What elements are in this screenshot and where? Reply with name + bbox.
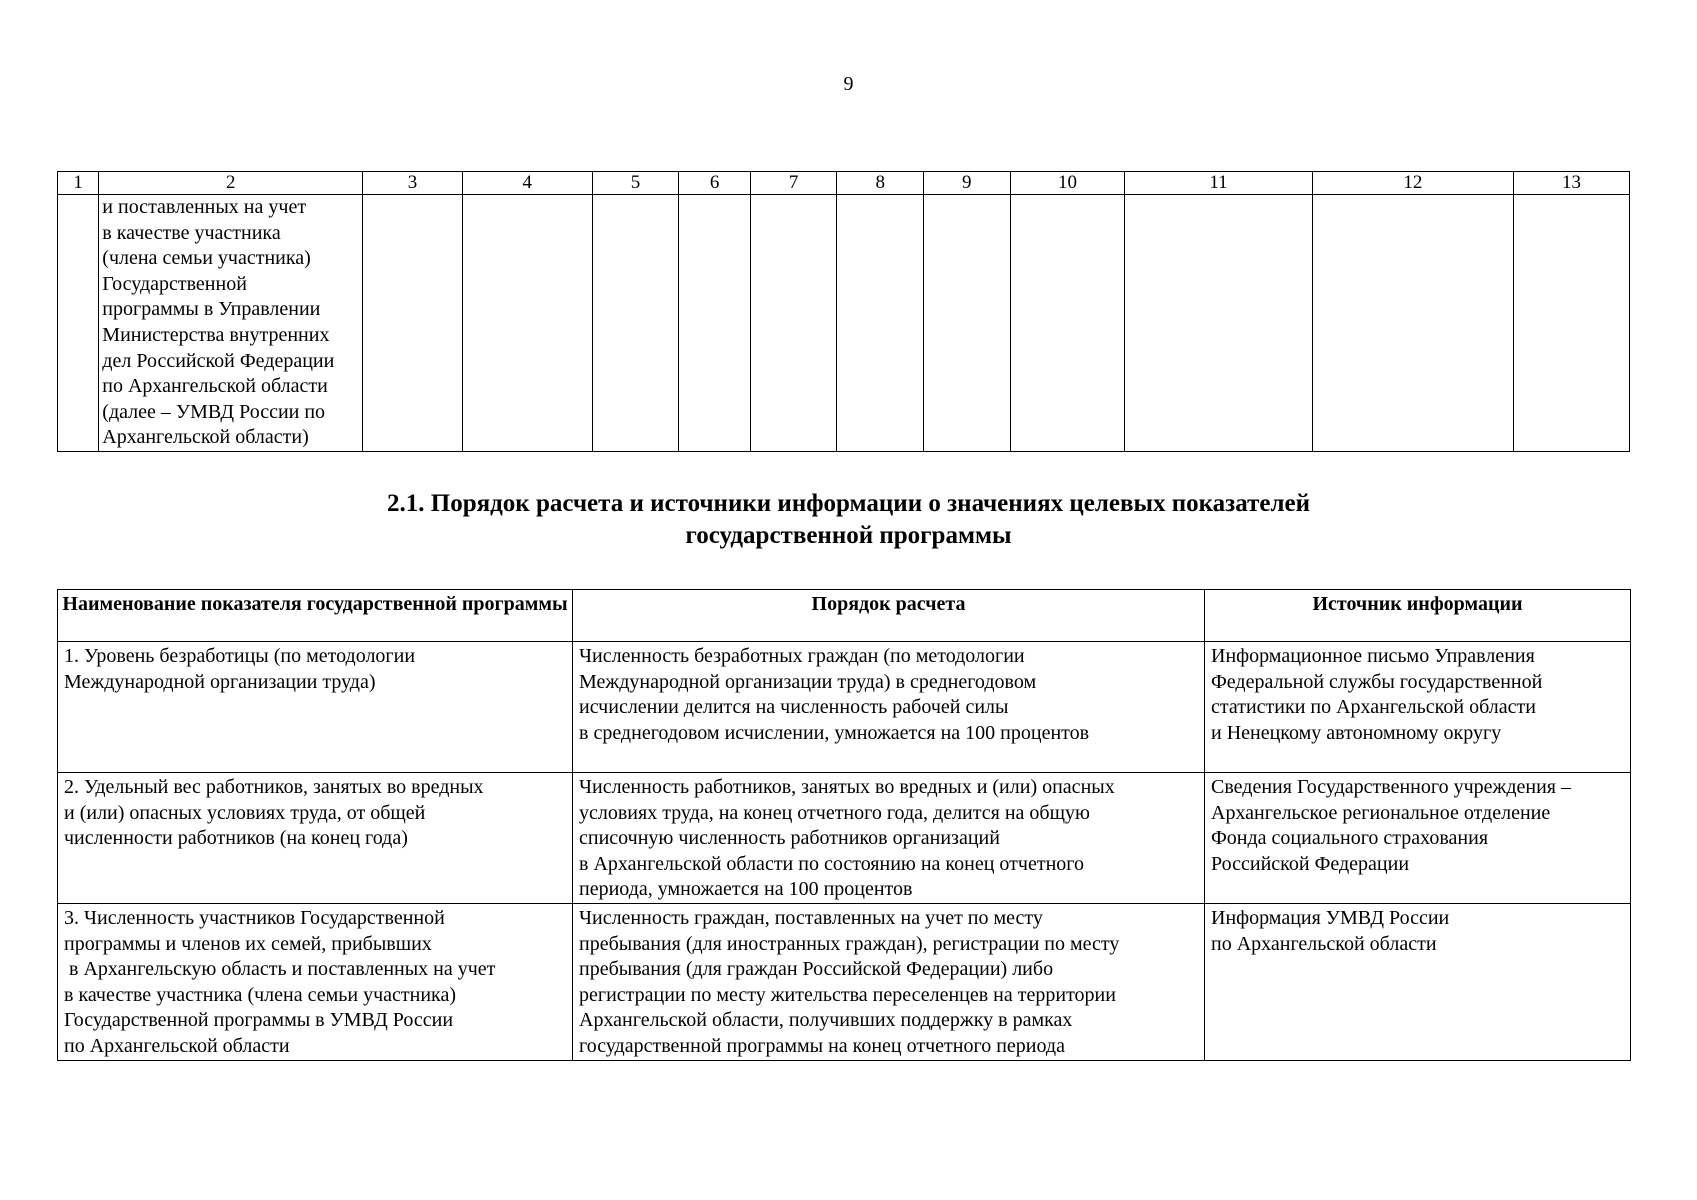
- text-line: программы в Управлении: [102, 298, 321, 321]
- column-number-row: [58, 172, 1630, 195]
- text-line: численности работников (на конец года): [64, 827, 408, 850]
- table-row: [58, 773, 1631, 904]
- source-cell: [1205, 904, 1631, 1061]
- table-row: [58, 904, 1631, 1061]
- text-line: Фонда социального страхования: [1211, 827, 1489, 850]
- calculation-cell: [573, 773, 1205, 904]
- text-line: и Ненецкому автономному округу: [1211, 721, 1502, 744]
- column-number: 2: [99, 172, 363, 195]
- column-number: 5: [592, 172, 679, 195]
- continuation-table: [57, 171, 1630, 452]
- table-cell: [1312, 195, 1513, 452]
- text-line: 3. Численность участников Государственной: [64, 907, 445, 929]
- text-line: в среднегодовом исчислении, умножается на 100 процентов: [579, 721, 1090, 744]
- indicator-name-cell: [58, 904, 573, 1061]
- source-cell: [1205, 773, 1631, 904]
- text-line: Архангельское региональное отделение: [1211, 801, 1551, 824]
- indicator-name-cell: [58, 773, 573, 904]
- text-line: дел Российской Федерации: [102, 349, 335, 372]
- header-calculation: Порядок расчета: [573, 590, 1205, 642]
- text-line: Численность безработных граждан (по методологии: [579, 645, 1025, 667]
- text-line: Международной организации труда) в среднегодовом: [579, 670, 1037, 693]
- table-row: [58, 195, 1630, 452]
- header-row: [58, 590, 1631, 642]
- text-line: Международной организации труда): [64, 670, 376, 693]
- table-row: [58, 642, 1631, 773]
- column-number: 12: [1312, 172, 1513, 195]
- table-cell: [1010, 195, 1125, 452]
- text-line: Сведения Государственного учреждения –: [1211, 776, 1571, 798]
- table-cell: [924, 195, 1011, 452]
- text-line: программы и членов их семей, прибывших: [64, 932, 432, 955]
- calculation-cell: [573, 904, 1205, 1061]
- text-line: Архангельской области): [102, 426, 309, 449]
- text-line: Информационное письмо Управления: [1211, 645, 1535, 667]
- text-line: (далее – УМВД России по: [102, 400, 326, 423]
- text-line: государственной программы на конец отчетного периода: [579, 1034, 1065, 1057]
- text-line: статистики по Архангельской области: [1211, 696, 1536, 719]
- text-line: и поставленных на учет: [102, 196, 307, 218]
- calculation-cell: [573, 642, 1205, 773]
- text-line: и (или) опасных условиях труда, от общей: [64, 801, 426, 824]
- indicator-name-cell: [99, 195, 363, 452]
- text-line: исчислении делится на численность рабочей силы: [579, 696, 1009, 719]
- section-title-line: 2.1. Порядок расчета и источники информации о значениях целевых показателей: [387, 490, 1310, 517]
- text-line: (члена семьи участника): [102, 247, 311, 270]
- column-number: 7: [750, 172, 837, 195]
- header-indicator-name: Наименование показателя государственной программы: [58, 590, 573, 642]
- table-cell: [837, 195, 924, 452]
- table-cell: [1514, 195, 1630, 452]
- table-cell: [58, 195, 99, 452]
- text-line: Государственной: [102, 272, 247, 295]
- table-cell: [1125, 195, 1312, 452]
- column-number: 8: [837, 172, 924, 195]
- text-line: Российской Федерации: [1211, 852, 1410, 875]
- text-line: в качестве участника: [102, 221, 281, 244]
- column-number: 13: [1514, 172, 1630, 195]
- table-cell: [592, 195, 679, 452]
- text-line: по Архангельской области: [1211, 932, 1437, 955]
- text-line: Министерства внутренних: [102, 323, 330, 346]
- source-cell: [1205, 642, 1631, 773]
- text-line: Государственной программы в УМВД России: [64, 1009, 454, 1032]
- column-number: 9: [924, 172, 1011, 195]
- column-number: 4: [462, 172, 592, 195]
- page-number: 9: [843, 73, 854, 95]
- column-number: 3: [363, 172, 463, 195]
- column-number: 6: [679, 172, 751, 195]
- text-line: пребывания (для иностранных граждан), регистрации по месту: [579, 932, 1120, 955]
- indicators-table: [57, 589, 1631, 1061]
- table-cell: [679, 195, 751, 452]
- indicator-name-cell: [58, 642, 573, 773]
- text-line: в качестве участника (члена семьи участника): [64, 983, 456, 1006]
- text-line: 2. Удельный вес работников, занятых во вредных: [64, 776, 484, 798]
- text-line: по Архангельской области: [102, 375, 328, 398]
- text-line: Федеральной службы государственной: [1211, 670, 1543, 693]
- table-cell: [363, 195, 463, 452]
- text-line: Численность работников, занятых во вредных и (или) опасных: [579, 776, 1115, 798]
- text-line: в Архангельской области по состоянию на конец отчетного: [579, 852, 1084, 875]
- column-number: 1: [58, 172, 99, 195]
- text-line: периода, умножается на 100 процентов: [579, 878, 913, 901]
- text-line: по Архангельской области: [64, 1034, 290, 1057]
- text-line: Архангельской области, получивших поддержку в рамках: [579, 1009, 1073, 1032]
- text-line: пребывания (для граждан Российской Федерации) либо: [579, 958, 1054, 981]
- text-line: в Архангельскую область и поставленных на учет: [64, 958, 496, 981]
- text-line: условиях труда, на конец отчетного года, делится на общую: [579, 801, 1090, 824]
- text-line: Информация УМВД России: [1211, 907, 1450, 929]
- text-line: списочную численность работников организаций: [579, 827, 1000, 850]
- table-cell: [462, 195, 592, 452]
- header-source: Источник информации: [1205, 590, 1631, 642]
- column-number: 10: [1010, 172, 1125, 195]
- column-number: 11: [1125, 172, 1312, 195]
- section-title-line: государственной программы: [685, 522, 1012, 549]
- text-line: Численность граждан, поставленных на учет по месту: [579, 907, 1043, 929]
- text-line: регистрации по месту жительства переселенцев на территории: [579, 983, 1116, 1006]
- table-cell: [750, 195, 837, 452]
- text-line: 1. Уровень безработицы (по методологии: [64, 645, 416, 667]
- section-title: [0, 488, 1697, 552]
